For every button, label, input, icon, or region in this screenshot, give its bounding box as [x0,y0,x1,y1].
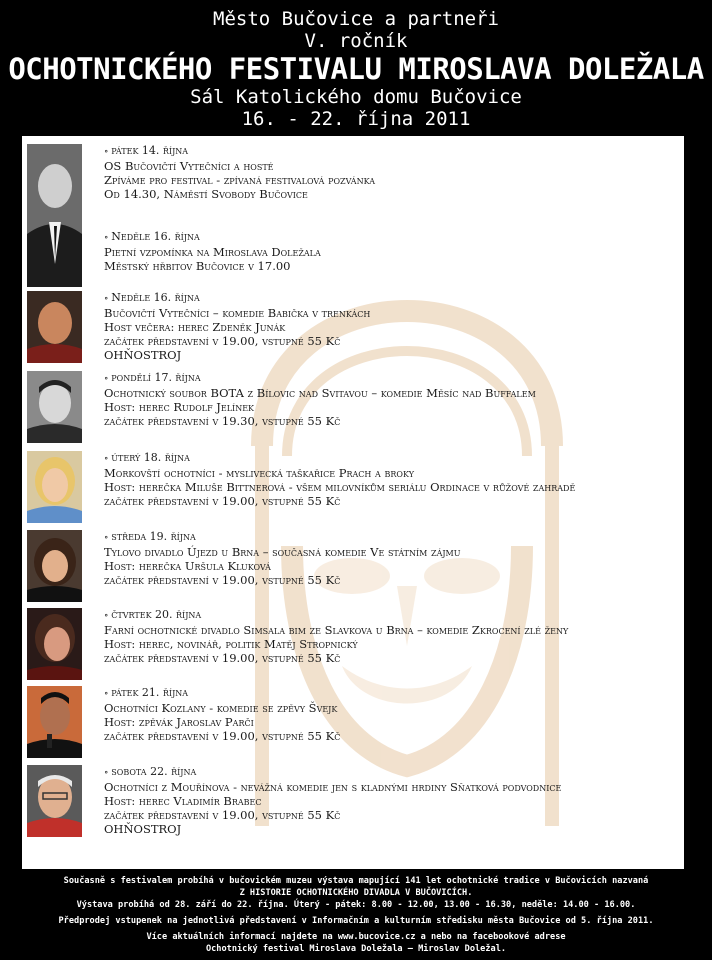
event-day: ∘ úterý 18. října [104,451,679,466]
event-day: ∘ Neděle 16. října [104,230,679,245]
program-panel [22,136,684,869]
event-day: ∘ pátek 14. října [104,144,679,159]
guest-photo [27,291,82,363]
footer-info [0,870,712,960]
event-line: Ochotníci Kozlany - komedie se zpěvy Švejk [104,701,338,715]
dates-line: 16. - 22. října 2011 [241,108,471,130]
event-line: OHŇOSTROJ [104,822,182,836]
guest-photo [27,451,82,523]
event-day: ∘ Neděle 16. října [104,291,679,306]
event-line: začátek představení v 19.00, vstupné 55 Kč [104,334,341,348]
event-line: začátek představení v 19.00, vstupné 55 Kč [104,573,341,587]
edition-line: V. ročník [304,30,408,52]
event-line: Ochotníci z Mouřínova - nevážná komedie jen s kladnými hrdiny Sňatková podvodnice [104,780,562,794]
event-day: ∘ čtvrtek 20. října [104,608,679,623]
guest-photo [27,608,82,680]
footer-exhibition-title: Z HISTORIE OCHOTNICKÉHO DIVADLA V BUČOVICÍCH. [239,888,473,898]
event-line: Pietní vzpomínka na Miroslava Doležala [104,245,321,259]
event-line: Host: herec Vladimír Brabec [104,794,262,808]
event-line: Host: herec, novinář, politik Matěj Stropnický [104,637,358,651]
event-line: Host: herec Rudolf Jelínek [104,400,255,414]
guest-photo [27,765,82,837]
event-line: začátek představení v 19.00, vstupné 55 Kč [104,729,341,743]
event-day: ∘ pátek 21. října [104,686,679,701]
footer-hours-line: Výstava probíhá od 28. září do 22. října. Úterý - pátek: 8.00 - 12.00, 13.00 - 16.30, neděle: 14.00 - 16.00. [76,900,636,910]
guest-photo [27,530,82,602]
event-line: začátek představení v 19.00, vstupné 55 Kč [104,494,341,508]
organizer-line: Město Bučovice a partneři [213,8,499,30]
event-day: ∘ pondělí 17. října [104,371,679,386]
event-line: Tylovo divadlo Újezd u Brna – současná komedie Ve státním zájmu [104,545,461,559]
event-line: Zpíváme pro festival - zpívaná festivalová pozvánka [104,173,376,187]
footer-exhibition-line: Současně s festivalem probíhá v bučovickém muzeu výstava mapující 141 let ochotnické tradice v Bučovicích nazvaná [63,876,649,886]
guest-photo [27,144,82,287]
guest-photo [27,371,82,443]
festival-title: OCHOTNICKÉHO FESTIVALU MIROSLAVA DOLEŽALA [8,52,704,86]
event-line: Bučovičtí Vytečníci – komedie Babička v trenkách [104,306,371,320]
event-line: OHŇOSTROJ [104,348,182,362]
event-line: začátek představení v 19.00, vstupné 55 Kč [104,651,341,665]
event-line: Od 14.30, Náměstí Svobody Bučovice [104,187,308,201]
event-line: začátek představení v 19.30, vstupné 55 Kč [104,414,341,428]
footer-website-line: Více aktuálních informací najdete na www.bucovice.cz a nebo na facebookové adrese [146,932,566,942]
footer-facebook-line: Ochotnický festival Miroslava Doležala – Miroslav Doležal. [205,944,507,954]
event-day: ∘ středa 19. října [104,530,679,545]
event-line: začátek představení v 19.00, vstupné 55 Kč [104,808,341,822]
event-line: OS Bučovičtí Vytečníci a hosté [104,159,274,173]
event-line: Ochotnický soubor BOTA z Bílovic nad Svitavou – komedie Měsíc nad Buffalem [104,386,536,400]
event-line: Host: herečka Uršula Kluková [104,559,271,573]
guest-photo [27,686,82,758]
event-line: Morkovští ochotníci - myslivecká taškařice Prach a broky [104,466,414,480]
event-day: ∘ sobota 22. října [104,765,679,780]
event-line: Městský hřbitov Bučovice v 17.00 [104,259,291,273]
event-line: Host večera: herec Zdeněk Junák [104,320,286,334]
footer-presale-line: Předprodej vstupenek na jednotlivá představení v Informačním a kulturním středisku města Bučovice od 5. října 2011. [58,916,654,926]
event-line: Host: herečka Miluše Bittnerová - všem milovníkům seriálu Ordinace v růžové zahradě [104,480,576,494]
venue-line: Sál Katolického domu Bučovice [190,86,522,108]
event-line: Farní ochotnické divadlo Simsala bim ze Slavkova u Brna – komedie Zkrocení zlé ženy [104,623,569,637]
event-line: Host: zpěvák Jaroslav Parči [104,715,254,729]
header [0,0,712,136]
